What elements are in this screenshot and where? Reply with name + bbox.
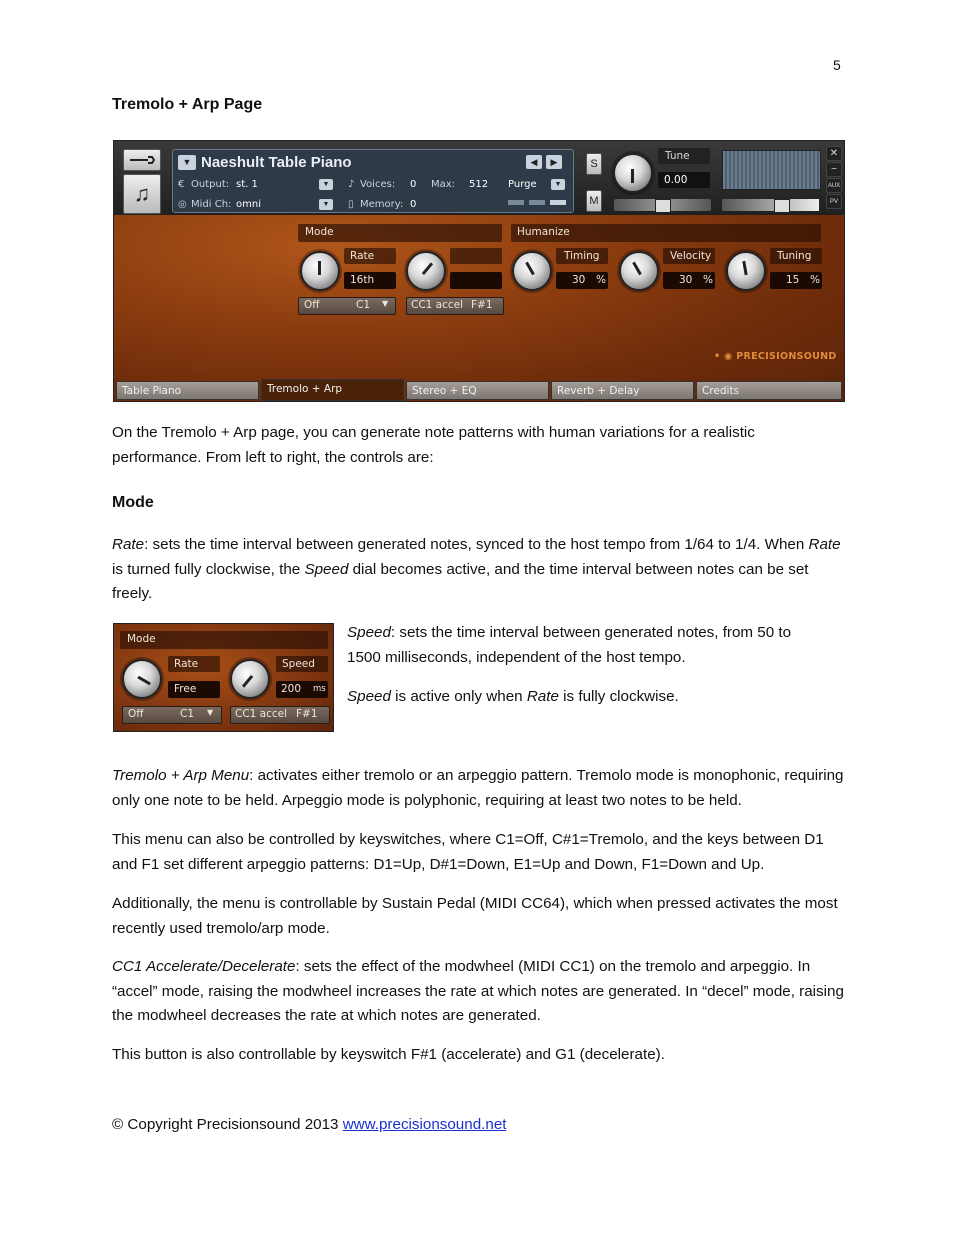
volume-handle[interactable] — [774, 199, 790, 213]
copyright-text: © Copyright Precisionsound 2013 — [112, 1116, 343, 1133]
memory-icon: ▯ — [348, 199, 354, 210]
mini-speed-knob[interactable] — [230, 659, 270, 699]
timing-knob[interactable] — [512, 251, 552, 291]
rate-knob[interactable] — [300, 251, 340, 291]
velocity-label: Velocity — [670, 250, 712, 262]
rate-text-1: : sets the time interval between generated notes, synced to the host tempo from 1/64 to 1/4. When — [144, 536, 809, 553]
output-label: Output: — [191, 179, 230, 190]
mute-button[interactable]: M — [586, 190, 602, 212]
aux-button[interactable]: AUX — [826, 178, 842, 193]
mini-cc1-label: CC1 accel — [235, 708, 288, 720]
tab-credits[interactable]: Credits — [696, 381, 842, 400]
cc1-term: CC1 Accelerate/Decelerate — [112, 958, 296, 975]
purge-dropdown-icon[interactable]: ▼ — [551, 179, 565, 190]
rate-paragraph — [112, 533, 847, 607]
mode-heading: Mode — [112, 494, 154, 511]
keyswitch-paragraph: This menu can also be controlled by keyswitches, where C1=Off, C#1=Tremolo, and the keys between D1 and F1 set different arpeggio patterns: D1=Up, D#1=Down, E1=Up and Down, F1=Down and Up. — [112, 831, 824, 873]
button-paragraph: This button is also controllable by keyswitch F#1 (accelerate) and G1 (decelerate). — [112, 1046, 665, 1063]
speed-value-box — [450, 272, 502, 289]
tab-bar — [114, 379, 844, 401]
tune-value[interactable]: 0.00 — [664, 174, 688, 186]
mini-rate-label: Rate — [174, 658, 199, 670]
tab-table-piano[interactable]: Table Piano — [116, 381, 259, 400]
pan-handle[interactable] — [655, 199, 671, 213]
rate-value[interactable]: 16th — [350, 274, 375, 286]
mini-speed-value[interactable]: 200 — [281, 683, 302, 695]
instrument-icon: ♫ — [123, 174, 161, 214]
tuning-knob[interactable] — [726, 251, 766, 291]
pan-slider[interactable] — [614, 199, 711, 211]
purge-label[interactable]: Purge — [508, 179, 537, 190]
timing-unit: % — [596, 274, 606, 286]
instrument-header-box — [172, 149, 574, 213]
tuning-label: Tuning — [777, 250, 812, 262]
max-value[interactable]: 512 — [469, 179, 489, 190]
meter-right — [550, 200, 566, 205]
tune-knob[interactable] — [613, 153, 653, 193]
tab-reverb-delay[interactable]: Reverb + Delay — [551, 381, 694, 400]
level-meter — [722, 150, 821, 190]
cc1-paragraph — [112, 955, 847, 1029]
logo-text: PRECISIONSOUND — [736, 351, 837, 362]
intro-paragraph: On the Tremolo + Arp page, you can generate note patterns with human variations for a realistic performance. From left to right, the controls are: — [112, 424, 755, 466]
mini-arp-menu-key: C1 — [180, 708, 195, 720]
instrument-menu-dropdown-icon[interactable]: ▼ — [178, 155, 196, 170]
meter-left — [508, 200, 524, 205]
output-value[interactable]: st. 1 — [236, 179, 258, 190]
memory-value: 0 — [410, 199, 417, 210]
website-link[interactable]: www.precisionsound.net — [342, 1116, 507, 1133]
timing-value[interactable]: 30 — [572, 274, 586, 286]
mini-arp-dropdown-icon[interactable]: ▼ — [207, 708, 214, 717]
velocity-unit: % — [703, 274, 713, 286]
menu-text: : activates either tremolo or an arpeggio pattern. Tremolo mode is monophonic, requiring only one note to be held. Arpeggio mode is polyphonic, requiring at least two notes to be held. — [112, 767, 844, 809]
solo-button[interactable]: S — [586, 153, 602, 175]
mini-speed-unit: ms — [313, 684, 326, 694]
cc1-key: F#1 — [471, 299, 493, 311]
rate-label: Rate — [350, 250, 375, 262]
mini-rate-value[interactable]: Free — [174, 683, 197, 695]
timing-label: Timing — [564, 250, 600, 262]
mini-speed-label: Speed — [282, 658, 315, 670]
menu-term: Tremolo + Arp Menu — [112, 767, 250, 784]
instrument-panel — [113, 140, 845, 402]
tab-tremolo-arp[interactable]: Tremolo + Arp — [261, 379, 404, 401]
rate-term: Rate — [112, 536, 145, 553]
output-dropdown-icon[interactable]: ▼ — [319, 179, 333, 190]
voices-icon: ♪ — [348, 179, 355, 190]
speed-term: Speed — [304, 560, 349, 578]
rate-text-3: dial becomes active, and the time interval between notes can be set freely. — [112, 560, 809, 602]
speed-label-box — [450, 248, 502, 264]
speed-note-paragraph — [347, 685, 827, 710]
minimize-icon[interactable]: − — [826, 162, 842, 177]
mini-rate-knob[interactable] — [122, 659, 162, 699]
precisionsound-logo — [714, 351, 837, 362]
max-label: Max: — [431, 179, 456, 190]
voices-value: 0 — [410, 179, 417, 190]
close-icon[interactable]: ✕ — [826, 146, 842, 161]
speed-text: : sets the time interval between generated notes, from 50 to 1500 milliseconds, independent of the host tempo. — [347, 624, 792, 666]
cc1-label: CC1 accel — [411, 299, 464, 311]
meter-mid — [529, 200, 545, 205]
volume-slider[interactable] — [722, 199, 819, 211]
speed-knob[interactable] — [406, 251, 446, 291]
speed-note-text-2: is fully clockwise. — [558, 688, 679, 705]
tuning-unit: % — [810, 274, 820, 286]
section-title: Tremolo + Arp Page — [112, 96, 263, 113]
velocity-value[interactable]: 30 — [679, 274, 693, 286]
wrench-icon[interactable] — [123, 149, 161, 171]
tune-label: Tune — [665, 150, 690, 162]
voices-label: Voices: — [360, 179, 396, 190]
speed-term-3: Speed — [347, 688, 391, 705]
logo-dot-icon: • ◉ — [714, 351, 737, 362]
tab-stereo-eq[interactable]: Stereo + EQ — [406, 381, 549, 400]
speed-paragraph — [347, 621, 827, 670]
speed-note-text-1: is active only when — [390, 688, 527, 705]
arp-menu-value: Off — [304, 299, 320, 311]
mini-mode-label: Mode — [127, 633, 156, 645]
midi-icon: ◎ — [178, 199, 187, 210]
rate-text-2: is turned fully clockwise, the — [112, 560, 305, 578]
arp-menu-key: C1 — [356, 299, 371, 311]
sustain-paragraph: Additionally, the menu is controllable by Sustain Pedal (MIDI CC64), which when pressed activates the most recently used tremolo/arp mode. — [112, 895, 838, 937]
cc1-text: : sets the effect of the modwheel (MIDI CC1) on the tremolo and arpeggio. In “accel” mode, raising the modwheel increases the rate at which notes are generated. In “decel” mode, raising the modwheel decreases the rate at which notes are generated. — [112, 958, 844, 1024]
memory-label: Memory: — [360, 199, 404, 210]
mini-cc1-key: F#1 — [296, 708, 318, 720]
midi-value[interactable]: omni — [236, 199, 261, 210]
next-instrument-icon[interactable]: ▶ — [546, 155, 562, 169]
midi-label: Midi Ch: — [191, 199, 232, 210]
velocity-knob[interactable] — [619, 251, 659, 291]
mode-label: Mode — [305, 226, 334, 238]
rate-term-2: Rate — [808, 536, 841, 553]
instrument-name: Naeshult Table Piano — [201, 154, 352, 171]
prev-instrument-icon[interactable]: ◀ — [526, 155, 542, 169]
page-number: 5 — [833, 57, 841, 73]
output-icon: € — [178, 179, 185, 190]
arp-menu-dropdown-icon[interactable]: ▼ — [382, 299, 389, 308]
rate-term-3: Rate — [526, 688, 559, 705]
pv-button[interactable]: PV — [826, 194, 842, 209]
mini-arp-menu-value: Off — [128, 708, 144, 720]
midi-dropdown-icon[interactable]: ▼ — [319, 199, 333, 210]
speed-panel-screenshot — [113, 623, 334, 732]
speed-term-2: Speed — [347, 624, 391, 641]
menu-paragraph — [112, 764, 847, 813]
humanize-label: Humanize — [517, 226, 570, 238]
footer — [112, 1113, 847, 1138]
tuning-value[interactable]: 15 — [786, 274, 800, 286]
